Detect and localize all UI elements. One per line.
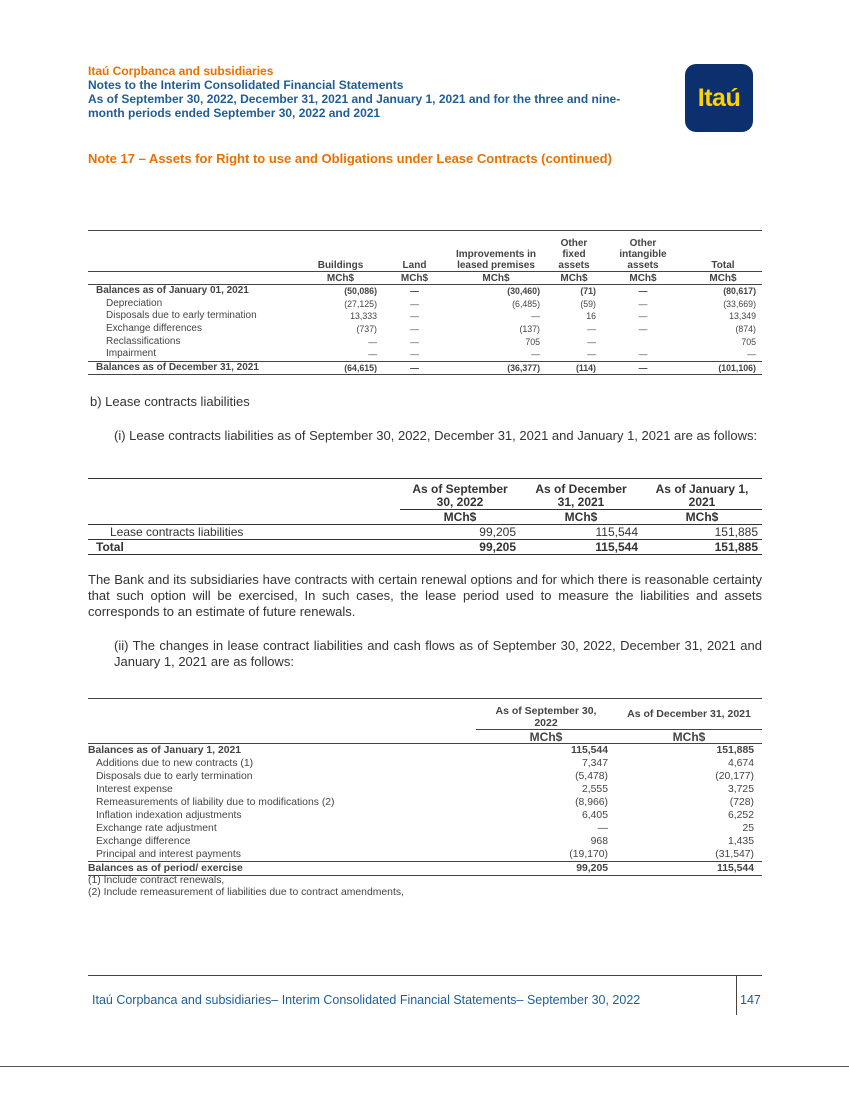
unit-label: MCh$ <box>383 272 446 285</box>
row-label: Disposals due to early termination <box>106 310 257 322</box>
cell: (874) <box>735 324 756 335</box>
cell: 16 <box>586 311 596 322</box>
unit-label: MCh$ <box>476 730 616 744</box>
cell: — <box>587 324 596 335</box>
cell: (80,617) <box>723 286 756 297</box>
table-row <box>88 835 762 848</box>
cell: (737) <box>356 324 377 335</box>
renewal-paragraph: The Bank and its subsidiaries have contracts with certain renewal options and for which there is reasonable certainty that such option will be exercised, In such cases, the lease period used to measure the liabilities and assets corresponds to an estimate of future renewals. <box>88 572 762 619</box>
col-header: As of January 1, 2021 <box>642 479 762 510</box>
table-row <box>88 348 762 361</box>
unit-label: MCh$ <box>602 272 684 285</box>
cell: — <box>410 324 419 335</box>
cell: — <box>368 349 377 360</box>
note-title: Note 17 – Assets for Right to use and Obligations under Lease Contracts (continued) <box>88 151 612 166</box>
cell: 968 <box>590 835 608 847</box>
cell: — <box>597 822 608 834</box>
unit-label: MCh$ <box>446 272 546 285</box>
col-header: As of December 31, 2021 <box>520 479 642 510</box>
row-label: Balances as of January 1, 2021 <box>88 744 476 758</box>
footnote-2: (2) Include remeasurement of liabilities due to contract amendments, <box>88 887 404 898</box>
cell: 151,885 <box>642 525 762 540</box>
cell: (728) <box>729 796 754 808</box>
page-number: 147 <box>740 993 761 1007</box>
row-label: Impairment <box>106 348 157 360</box>
cell: 6,405 <box>581 809 608 821</box>
row-label: Additions due to new contracts (1) <box>96 757 254 769</box>
cell: 99,205 <box>476 862 616 876</box>
table-row <box>88 335 762 348</box>
row-label: Total <box>88 540 400 555</box>
table-row <box>88 783 762 796</box>
row-label: Disposals due to early termination <box>96 770 253 782</box>
cell: (36,377) <box>446 361 546 375</box>
cell: 13,349 <box>729 311 756 322</box>
cell: (137) <box>519 324 540 335</box>
table-row <box>88 744 762 758</box>
cell <box>602 335 684 348</box>
cell: — <box>638 311 648 322</box>
cell: 2,555 <box>581 783 608 795</box>
cell: — <box>531 311 540 322</box>
cell: 13,333 <box>350 311 377 322</box>
footer-vertical-divider <box>736 975 737 1015</box>
cell: — <box>410 298 419 309</box>
cell: — <box>410 336 419 347</box>
page-bottom-rule <box>0 1066 849 1067</box>
cell: — <box>587 349 596 360</box>
col-header: As of September 30, 2022 <box>400 479 520 510</box>
cell: — <box>638 286 648 297</box>
item-ii-text: (ii) The changes in lease contract liabilities and cash flows as of September 30, 2022, December 31, 2021 and January 1, 2021 are as follows: <box>114 638 762 669</box>
col-header: Land <box>383 231 446 272</box>
company-name: Itaú Corpbanca and subsidiaries <box>88 64 274 78</box>
itau-logo: Itaú <box>685 64 753 132</box>
section-b-heading: b) Lease contracts liabilities <box>90 394 250 409</box>
cell: (101,106) <box>684 361 762 375</box>
cell: — <box>410 349 419 360</box>
header-line-2: As of September 30, 2022, December 31, 2021 and January 1, 2021 and for the three and nine- <box>88 92 621 106</box>
document-header <box>88 64 620 120</box>
cell: — <box>638 349 648 360</box>
item-i-text: (i) Lease contracts liabilities as of September 30, 2022, December 31, 2021 and January 1, 2021 are as follows: <box>114 428 758 443</box>
row-label: Exchange difference <box>96 835 191 847</box>
table-row <box>88 361 762 375</box>
cell: 7,347 <box>581 757 608 769</box>
unit-label: MCh$ <box>520 510 642 525</box>
unit-label: MCh$ <box>400 510 520 525</box>
cell: (64,615) <box>298 361 383 375</box>
row-label: Interest expense <box>96 783 173 795</box>
unit-label: MCh$ <box>546 272 602 285</box>
cell: 4,674 <box>727 757 754 769</box>
header-line-3: month periods ended September 30, 2022 and 2021 <box>88 106 381 120</box>
table-row <box>88 848 762 862</box>
cell: 1,435 <box>727 835 754 847</box>
cell: 115,544 <box>616 862 762 876</box>
total-row <box>88 540 762 555</box>
cell: — <box>383 361 446 375</box>
cell: (71) <box>580 286 596 297</box>
footer-divider <box>88 975 762 976</box>
unit-label: MCh$ <box>642 510 762 525</box>
cell: 705 <box>525 336 540 347</box>
table-row <box>88 323 762 336</box>
right-of-use-depreciation-table <box>88 230 762 375</box>
cell: — <box>747 349 756 360</box>
unit-label: MCh$ <box>684 272 762 285</box>
col-header: Total <box>684 231 762 272</box>
cell: 99,205 <box>400 540 520 555</box>
row-label: Depreciation <box>106 297 163 309</box>
row-label: Remeasurements of liability due to modifications (2) <box>96 796 335 808</box>
lease-changes-table <box>88 698 762 876</box>
unit-label: MCh$ <box>616 730 762 744</box>
cell: — <box>410 311 419 322</box>
cell: 115,544 <box>476 744 616 758</box>
cell: 6,252 <box>727 809 754 821</box>
col-header: As of September 30, 2022 <box>476 699 616 730</box>
row-label: Balances as of January 01, 2021 <box>96 285 249 297</box>
cell: (8,966) <box>575 796 608 808</box>
table-row <box>88 796 762 809</box>
lease-liabilities-table <box>88 478 762 555</box>
cell: 151,885 <box>642 540 762 555</box>
row-label: Balances as of December 31, 2021 <box>88 361 298 375</box>
cell: 25 <box>742 822 754 834</box>
cell: — <box>410 286 419 297</box>
cell: 99,205 <box>400 525 520 540</box>
cell: (6,485) <box>512 298 540 309</box>
col-header: Improvements in leased premises <box>446 231 546 272</box>
table-row <box>88 770 762 783</box>
cell: (27,125) <box>344 298 377 309</box>
unit-label: MCh$ <box>298 272 383 285</box>
table-row <box>88 525 762 540</box>
cell: (5,478) <box>575 770 608 782</box>
col-header: Buildings <box>298 231 383 272</box>
cell: 3,725 <box>727 783 754 795</box>
table-row <box>88 285 762 298</box>
header-line-1: Notes to the Interim Consolidated Financial Statements <box>88 78 404 92</box>
row-label: Exchange rate adjustment <box>96 822 217 834</box>
cell: — <box>638 324 648 335</box>
cell: (20,177) <box>715 770 754 782</box>
row-label: Exchange differences <box>106 323 202 335</box>
footnote-1: (1) Include contract renewals, <box>88 875 225 886</box>
table-row <box>88 822 762 835</box>
footer-text: Itaú Corpbanca and subsidiaries– Interim Consolidated Financial Statements– September 30, 2022 <box>92 993 641 1007</box>
table-row <box>88 298 762 311</box>
cell: 151,885 <box>616 744 762 758</box>
col-header: Other intangible assets <box>602 231 684 272</box>
cell: — <box>587 336 596 347</box>
row-label: Principal and interest payments <box>96 848 241 860</box>
cell: (30,460) <box>507 286 540 297</box>
cell: (31,547) <box>715 848 754 860</box>
cell: (33,669) <box>723 298 756 309</box>
cell: (59) <box>580 298 596 309</box>
total-row <box>88 862 762 876</box>
col-header: Other fixed assets <box>546 231 602 272</box>
row-label: Inflation indexation adjustments <box>96 809 242 821</box>
cell: 705 <box>741 336 756 347</box>
cell: (114) <box>546 361 602 375</box>
cell: — <box>368 336 377 347</box>
cell: — <box>602 361 684 375</box>
table-row <box>88 809 762 822</box>
cell: — <box>531 349 540 360</box>
cell: 115,544 <box>520 540 642 555</box>
table-row <box>88 310 762 323</box>
cell: (50,086) <box>344 286 377 297</box>
row-label: Reclassifications <box>106 335 181 347</box>
row-label: Lease contracts liabilities <box>88 525 400 540</box>
cell: (19,170) <box>569 848 608 860</box>
col-header: As of December 31, 2021 <box>616 699 762 730</box>
cell: — <box>638 298 648 309</box>
row-label: Balances as of period/ exercise <box>88 862 476 876</box>
cell: 115,544 <box>520 525 642 540</box>
table-row <box>88 757 762 770</box>
